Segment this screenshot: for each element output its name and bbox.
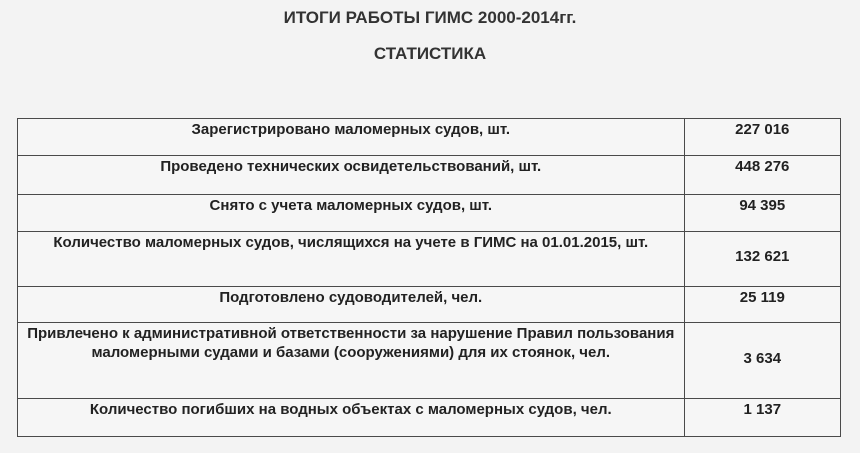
table-row bbox=[18, 119, 841, 156]
row-value: 1 137 bbox=[684, 399, 840, 437]
row-value: 448 276 bbox=[684, 156, 840, 195]
statistics-table bbox=[17, 118, 841, 437]
table-row bbox=[18, 323, 841, 399]
row-label: Подготовлено судоводителей, чел. bbox=[18, 287, 685, 323]
table-row bbox=[18, 399, 841, 437]
table-row bbox=[18, 156, 841, 195]
page-title: ИТОГИ РАБОТЫ ГИМС 2000-2014гг. bbox=[283, 8, 577, 27]
row-label: Проведено технических освидетельствований, шт. bbox=[18, 156, 685, 195]
table-row bbox=[18, 287, 841, 323]
row-value: 132 621 bbox=[684, 232, 840, 287]
row-label: Снято с учета маломерных судов, шт. bbox=[18, 195, 685, 232]
table-row bbox=[18, 195, 841, 232]
row-label: Привлечено к административной ответственности за нарушение Правил пользования маломерными судами и базами (сооружениями) для их стоянок, чел. bbox=[18, 323, 685, 399]
table-row bbox=[18, 232, 841, 287]
row-value: 94 395 bbox=[684, 195, 840, 232]
row-value: 227 016 bbox=[684, 119, 840, 156]
row-label: Количество маломерных судов, числящихся на учете в ГИМС на 01.01.2015, шт. bbox=[18, 232, 685, 287]
page-subtitle: СТАТИСТИКА bbox=[373, 44, 487, 63]
row-label: Количество погибших на водных объектах с маломерных судов, чел. bbox=[18, 399, 685, 437]
row-value: 3 634 bbox=[684, 323, 840, 399]
row-label: Зарегистрировано маломерных судов, шт. bbox=[18, 119, 685, 156]
row-value: 25 119 bbox=[684, 287, 840, 323]
